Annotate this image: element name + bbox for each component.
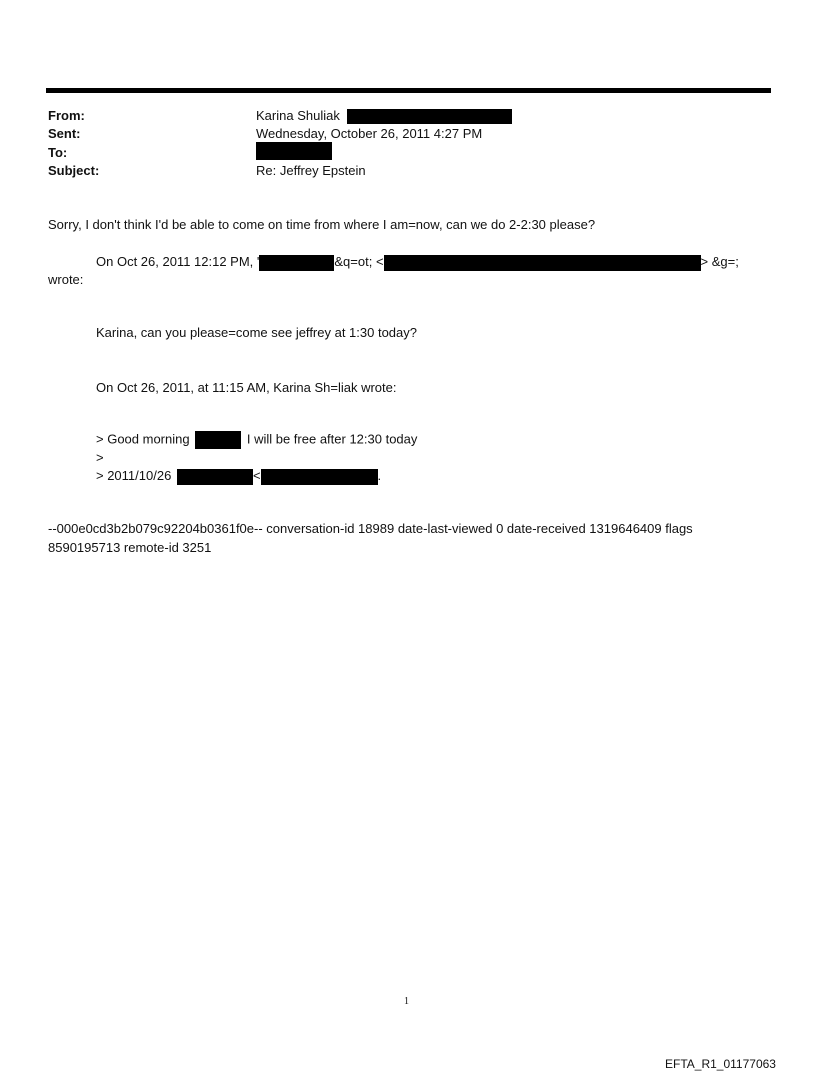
to-value xyxy=(256,142,332,160)
quote2-line2: > xyxy=(96,450,104,465)
quote1-suffix: > &g=; xyxy=(700,254,739,269)
page-number: 1 xyxy=(404,996,409,1007)
quote1-mid: &q=ot; < xyxy=(334,254,384,269)
quote1-wrote: wrote: xyxy=(48,272,84,287)
quote1-header xyxy=(96,254,739,271)
bates-number: EFTA_R1_01177063 xyxy=(665,1057,776,1071)
subject-label: Subject: xyxy=(48,163,100,178)
quote1-prefix: On Oct 26, 2011 12:12 PM, ' xyxy=(96,254,260,269)
quote1-text: Karina, can you please=come see jeffrey at 1:30 today? xyxy=(96,325,417,340)
quote2-line3-mid: < xyxy=(252,468,261,483)
to-label: To: xyxy=(48,145,68,160)
reply-text: Sorry, I don't think I'd be able to come on time from where I am=now, can we do 2-2:30 please? xyxy=(48,217,596,232)
quote2-line1-suffix: I will be free after 12:30 today xyxy=(246,431,418,447)
quote2-line3-suffix: . xyxy=(377,468,382,483)
redaction-box xyxy=(256,142,332,160)
header-rule xyxy=(46,88,771,93)
from-name: Karina Shuliak xyxy=(256,108,340,123)
sent-value: Wednesday, October 26, 2011 4:27 PM xyxy=(256,126,483,141)
from-value xyxy=(256,108,512,124)
quote2-line3 xyxy=(96,468,381,485)
redaction-box xyxy=(177,469,253,485)
quote2-line1 xyxy=(96,431,417,449)
sent-label: Sent: xyxy=(48,126,81,141)
redaction-box xyxy=(347,109,512,124)
quote2-line1-prefix: > Good morning xyxy=(96,431,190,447)
redaction-box xyxy=(261,469,378,485)
redaction-box xyxy=(195,431,241,449)
meta-line-1: --000e0cd3b2b079c92204b0361f0e-- conversation-id 18989 date-last-viewed 0 date-received 1319646409 flags xyxy=(48,521,693,536)
redaction-box xyxy=(259,255,334,271)
from-label: From: xyxy=(48,108,85,123)
subject-value: Re: Jeffrey Epstein xyxy=(256,163,366,178)
redaction-box xyxy=(384,255,701,271)
quote2-line3-prefix: > 2011/10/26 xyxy=(96,468,172,483)
meta-line-2: 8590195713 remote-id 3251 xyxy=(48,540,212,555)
quote2-header: On Oct 26, 2011, at 11:15 AM, Karina Sh=liak wrote: xyxy=(96,380,397,395)
